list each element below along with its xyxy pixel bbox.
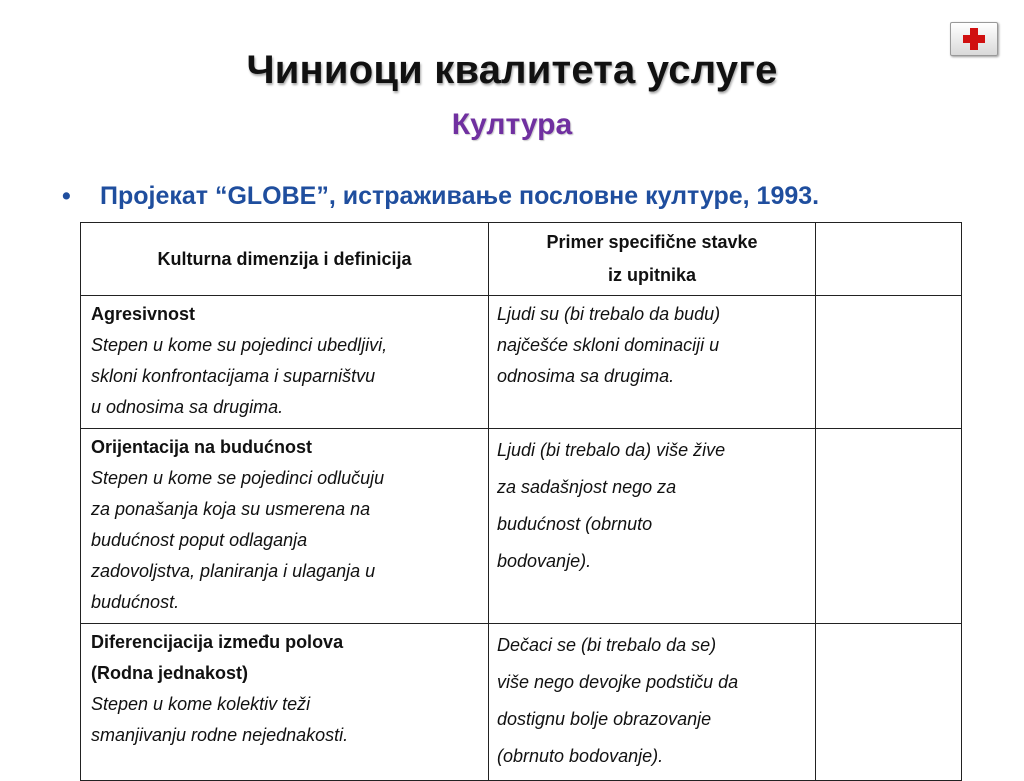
example-line: dostignu bolje obrazovanje bbox=[497, 709, 712, 729]
dimension-name: Diferencijacija između polova bbox=[91, 632, 344, 652]
dimension-definition-line: Stepen u kome kolektiv teži bbox=[91, 694, 311, 714]
dimension-definition-line: za ponašanja koja su usmerena na bbox=[91, 499, 371, 519]
dimension-name: Orijentacija na budućnost bbox=[91, 437, 313, 457]
empty-cell bbox=[816, 624, 962, 781]
slide-subtitle: Култура bbox=[451, 108, 573, 141]
example-line: Ljudi su (bi trebalo da budu) bbox=[497, 304, 721, 324]
dimension-definition-line: budućnost poput odlaganja bbox=[91, 530, 308, 550]
bullet-text: Пројекат “GLOBE”, истраживање пословне културе, 1993. bbox=[100, 182, 820, 210]
dimension-cell bbox=[81, 296, 489, 429]
table-row bbox=[81, 429, 962, 624]
dimension-definition-line: Stepen u kome su pojedinci ubedljivi, bbox=[91, 335, 388, 355]
example-line: za sadašnjost nego za bbox=[497, 477, 677, 497]
header-empty bbox=[816, 223, 962, 296]
slide-title: Чиниоци квалитета услуге bbox=[246, 48, 778, 92]
table-row bbox=[81, 296, 962, 429]
red-cross-icon[interactable] bbox=[950, 22, 998, 56]
table-header-row bbox=[81, 223, 962, 296]
dimension-definition-line: u odnosima sa drugima. bbox=[91, 397, 284, 417]
header-example: Primer specifične stavke iz upitnika bbox=[489, 223, 816, 296]
dimension-definition-line: skloni konfrontacijama i suparništvu bbox=[91, 366, 376, 386]
dimension-definition-line: Stepen u kome se pojedinci odlučuju bbox=[91, 468, 385, 488]
dimension-cell bbox=[81, 624, 489, 781]
example-line: odnosima sa drugima. bbox=[497, 366, 675, 386]
example-line: Ljudi (bi trebalo da) više žive bbox=[497, 440, 726, 460]
bullet-item bbox=[62, 182, 819, 211]
example-cell bbox=[489, 296, 816, 429]
example-cell bbox=[489, 429, 816, 624]
example-cell bbox=[489, 624, 816, 781]
example-line: najčešće skloni dominaciji u bbox=[497, 335, 720, 355]
empty-cell bbox=[816, 296, 962, 429]
example-line: budućnost (obrnuto bbox=[497, 514, 653, 534]
table-row bbox=[81, 624, 962, 781]
dimension-definition-line: smanjivanju rodne nejednakosti. bbox=[91, 725, 349, 745]
example-line: više nego devojke podstiču da bbox=[497, 672, 739, 692]
example-line: bodovanje). bbox=[497, 551, 592, 571]
example-line: (obrnuto bodovanje). bbox=[497, 746, 664, 766]
dimension-name: Agresivnost bbox=[91, 304, 196, 324]
dimension-definition-line: zadovoljstva, planiranja i ulaganja u bbox=[91, 561, 376, 581]
empty-cell bbox=[816, 429, 962, 624]
dimension-cell bbox=[81, 429, 489, 624]
example-line: Dečaci se (bi trebalo da se) bbox=[497, 635, 717, 655]
dimension-name: (Rodna jednakost) bbox=[91, 663, 249, 683]
header-dimension: Kulturna dimenzija i definicija bbox=[81, 223, 489, 296]
culture-dimensions-table bbox=[80, 222, 962, 781]
dimension-definition-line: budućnost. bbox=[91, 592, 180, 612]
bullet-marker: • bbox=[62, 182, 71, 210]
